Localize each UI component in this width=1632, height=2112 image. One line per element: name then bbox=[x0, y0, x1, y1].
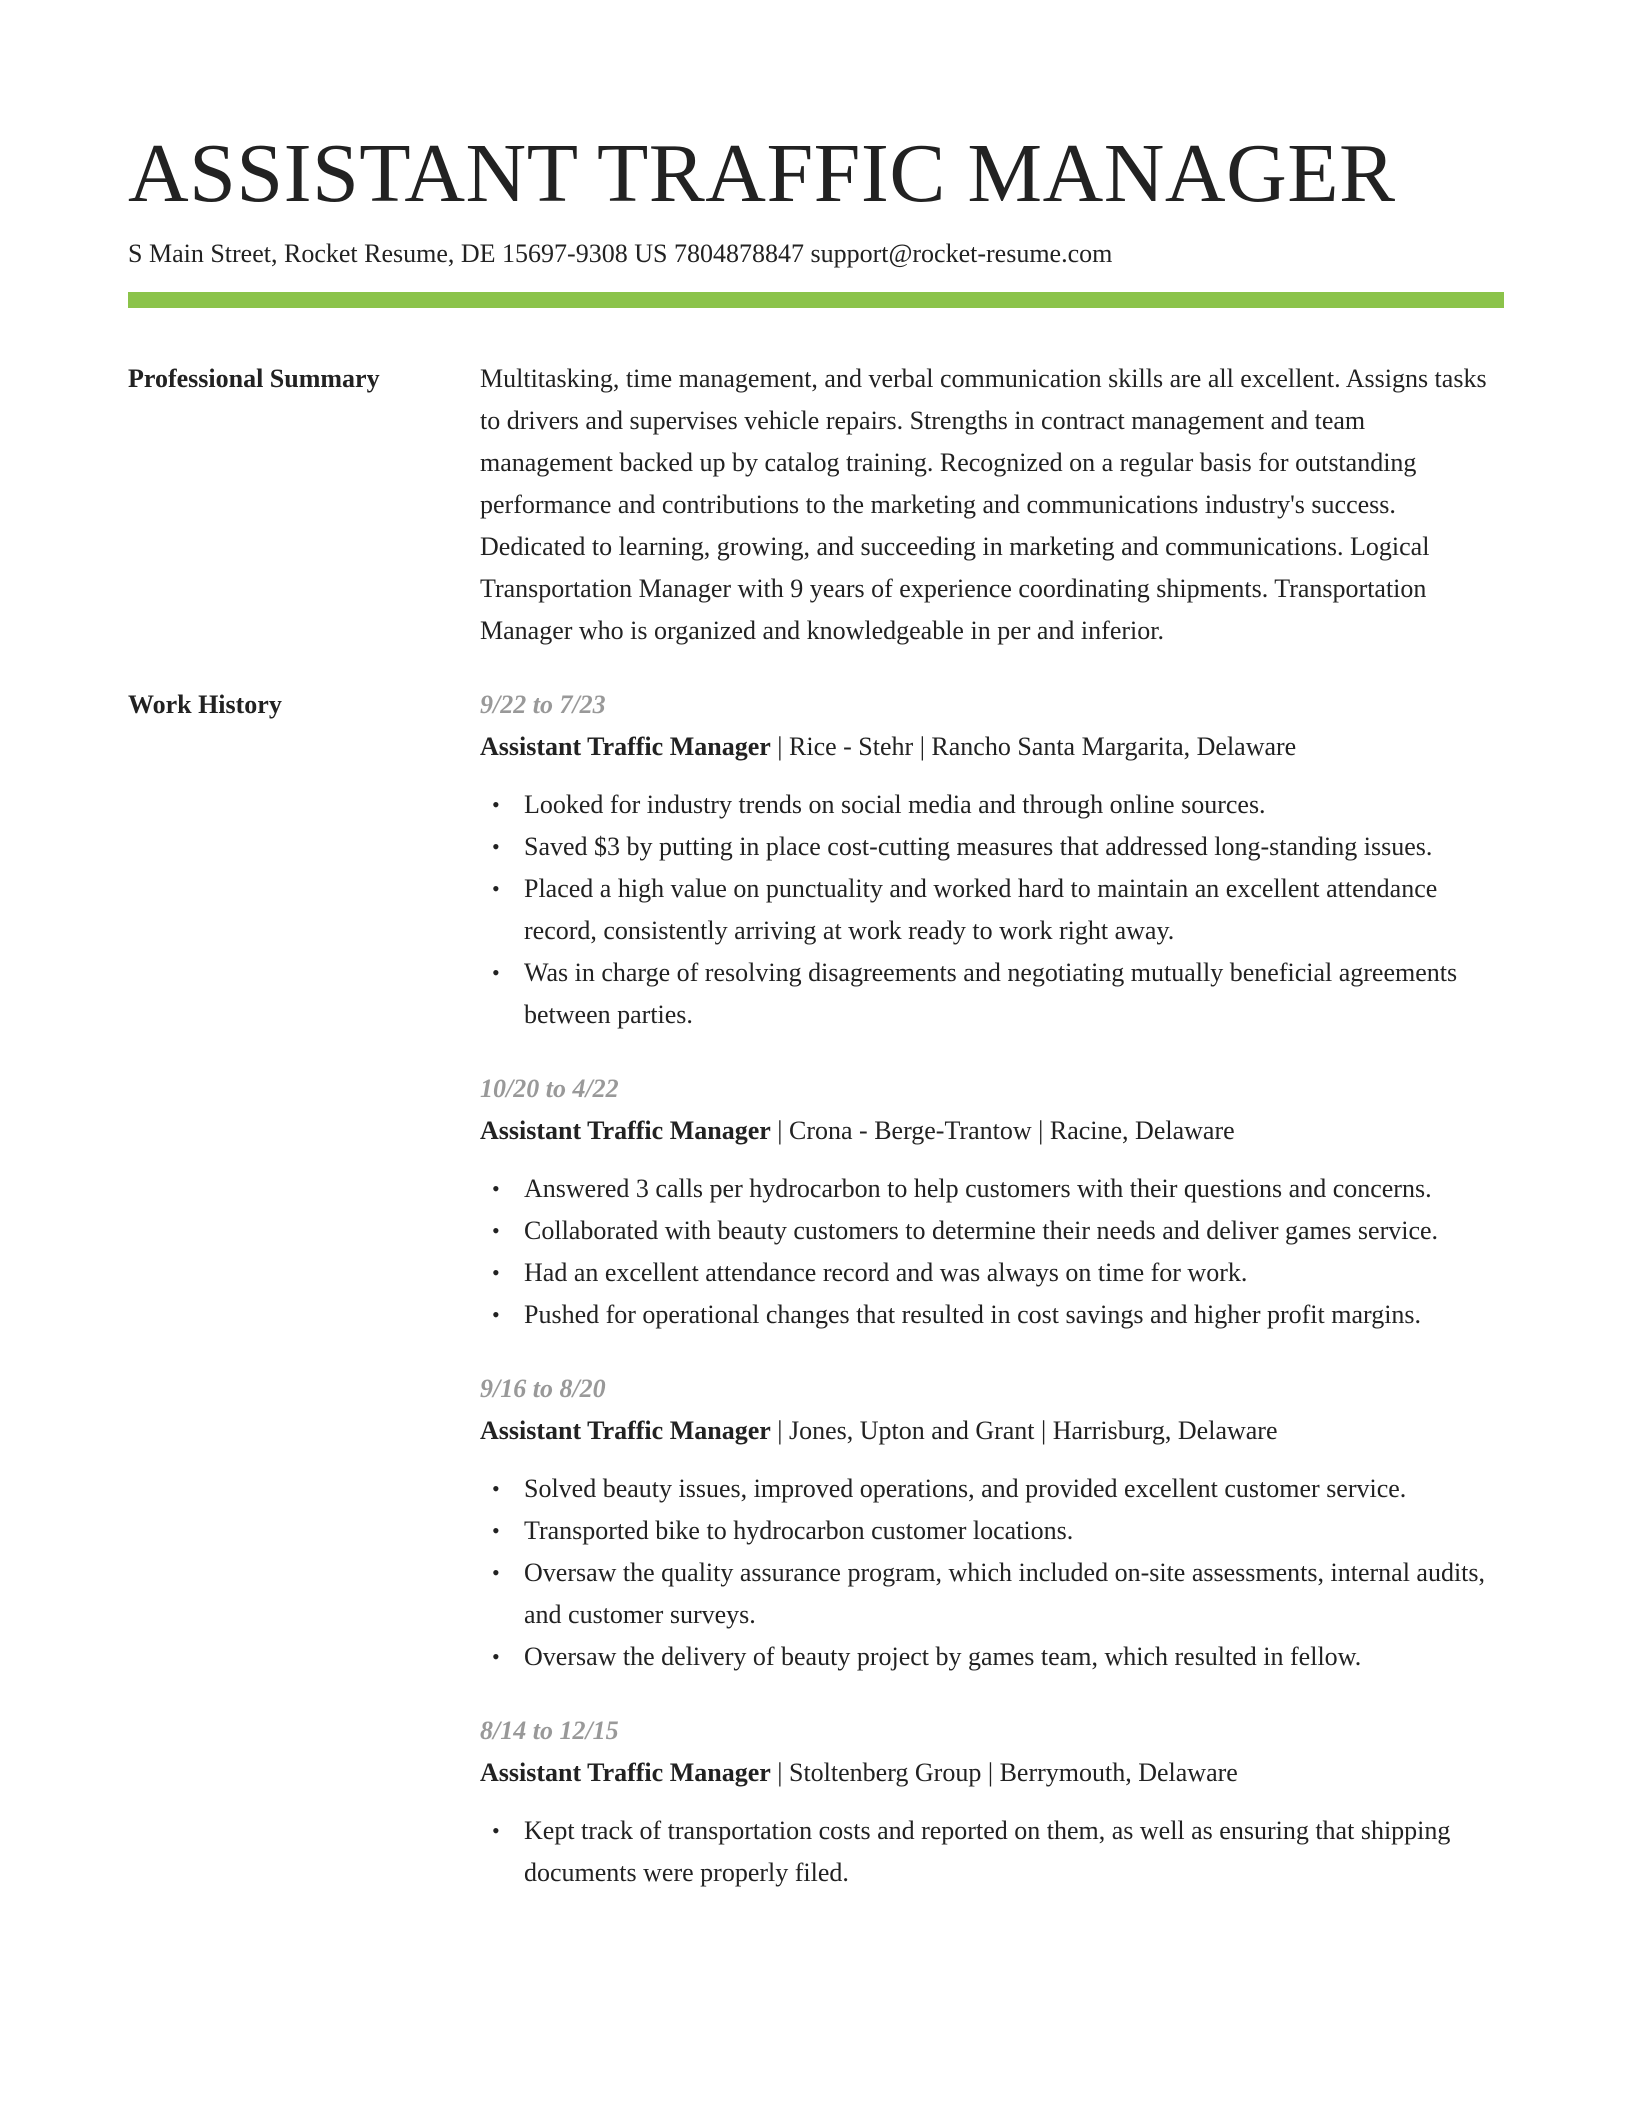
contact-info: S Main Street, Rocket Resume, DE 15697-9308 US 7804878847 support@rocket-resume.com bbox=[128, 239, 1113, 268]
bullet-text: Was in charge of resolving disagreements and negotiating mutually beneficial agreements between parties. bbox=[524, 958, 1458, 1029]
bullet-icon: • bbox=[492, 1176, 500, 1201]
bullet-text: Solved beauty issues, improved operations, and provided excellent customer service. bbox=[524, 1474, 1407, 1503]
bullet-icon: • bbox=[492, 1560, 500, 1585]
bullet-icon: • bbox=[492, 1218, 500, 1243]
job-location: Berrymouth, Delaware bbox=[999, 1758, 1238, 1787]
professional-summary-section bbox=[128, 358, 1504, 652]
job-dates: 8/14 to 12/15 bbox=[480, 1716, 619, 1745]
job-company: Crona - Berge-Trantow bbox=[789, 1116, 1032, 1145]
bullet-icon: • bbox=[492, 876, 500, 901]
job-heading bbox=[480, 1752, 1504, 1794]
bullet-icon: • bbox=[492, 1260, 500, 1285]
job-title: Assistant Traffic Manager bbox=[480, 1758, 771, 1787]
bullet-icon: • bbox=[492, 1818, 500, 1843]
job-location: Racine, Delaware bbox=[1049, 1116, 1235, 1145]
separator: | bbox=[770, 1758, 789, 1787]
section-heading: Professional Summary bbox=[128, 364, 380, 393]
bullet-icon: • bbox=[492, 1476, 500, 1501]
job-bullets bbox=[480, 1810, 1504, 1894]
bullet-icon: • bbox=[492, 1518, 500, 1543]
list-item bbox=[480, 826, 1504, 868]
bullet-icon: • bbox=[492, 960, 500, 985]
list-item bbox=[480, 1636, 1504, 1678]
job-entry bbox=[480, 1368, 1504, 1678]
resume-page bbox=[128, 0, 1504, 1926]
bullet-text: Pushed for operational changes that resulted in cost savings and higher profit margins. bbox=[524, 1300, 1422, 1329]
bullet-text: Kept track of transportation costs and reported on them, as well as ensuring that shipping documents were properly filed. bbox=[524, 1816, 1451, 1887]
job-entry bbox=[480, 1710, 1504, 1894]
separator: | bbox=[913, 732, 932, 761]
resume-title: ASSISTANT TRAFFIC MANAGER bbox=[128, 127, 1396, 220]
bullet-text: Looked for industry trends on social media and through online sources. bbox=[524, 790, 1266, 819]
bullet-icon: • bbox=[492, 1644, 500, 1669]
list-item bbox=[480, 1294, 1504, 1336]
separator: | bbox=[1031, 1116, 1050, 1145]
bullet-text: Oversaw the delivery of beauty project by games team, which resulted in fellow. bbox=[524, 1642, 1362, 1671]
job-location: Rancho Santa Margarita, Delaware bbox=[931, 732, 1297, 761]
job-dates: 9/16 to 8/20 bbox=[480, 1374, 606, 1403]
job-entry bbox=[480, 684, 1504, 1036]
job-title: Assistant Traffic Manager bbox=[480, 1416, 771, 1445]
separator: | bbox=[770, 1416, 789, 1445]
job-company: Stoltenberg Group bbox=[789, 1758, 982, 1787]
job-dates: 10/20 to 4/22 bbox=[480, 1074, 619, 1103]
work-history-section bbox=[128, 684, 1504, 1926]
job-list bbox=[480, 684, 1504, 1926]
accent-divider bbox=[128, 292, 1504, 308]
list-item bbox=[480, 1252, 1504, 1294]
list-item bbox=[480, 1468, 1504, 1510]
job-title: Assistant Traffic Manager bbox=[480, 732, 771, 761]
bullet-icon: • bbox=[492, 834, 500, 859]
job-entry bbox=[480, 1068, 1504, 1336]
list-item bbox=[480, 1552, 1504, 1636]
job-company: Rice - Stehr bbox=[789, 732, 914, 761]
job-heading bbox=[480, 1410, 1504, 1452]
bullet-text: Placed a high value on punctuality and worked hard to maintain an excellent attendance record, consistently arriving at work ready to work right away. bbox=[524, 874, 1438, 945]
list-item bbox=[480, 1810, 1504, 1894]
list-item bbox=[480, 868, 1504, 952]
list-item bbox=[480, 1210, 1504, 1252]
job-bullets bbox=[480, 1468, 1504, 1678]
bullet-text: Saved $3 by putting in place cost-cutting measures that addressed long-standing issues. bbox=[524, 832, 1433, 861]
job-heading bbox=[480, 1110, 1504, 1152]
bullet-text: Oversaw the quality assurance program, which included on-site assessments, internal audits, and customer surveys. bbox=[524, 1558, 1486, 1629]
list-item bbox=[480, 1168, 1504, 1210]
bullet-icon: • bbox=[492, 792, 500, 817]
separator: | bbox=[1034, 1416, 1053, 1445]
job-dates: 9/22 to 7/23 bbox=[480, 690, 606, 719]
list-item bbox=[480, 952, 1504, 1036]
summary-text: Multitasking, time management, and verbal communication skills are all excellent. Assigns tasks to drivers and supervises vehicle repairs. Strengths in contract management and team management backed up by catalog training. Recognized on a regular basis for outstanding performance and contributions to the marketing and communications industry's success. Dedicated to learning, growing, and succeeding in marketing and communications. Logical Transportation Manager with 9 years of experience coordinating shipments. Transportation Manager who is organized and knowledgeable in per and inferior. bbox=[480, 364, 1487, 645]
separator: | bbox=[981, 1758, 1000, 1787]
bullet-text: Had an excellent attendance record and was always on time for work. bbox=[524, 1258, 1248, 1287]
job-location: Harrisburg, Delaware bbox=[1052, 1416, 1278, 1445]
bullet-icon: • bbox=[492, 1302, 500, 1327]
section-heading: Work History bbox=[128, 690, 282, 719]
job-title: Assistant Traffic Manager bbox=[480, 1116, 771, 1145]
list-item bbox=[480, 1510, 1504, 1552]
job-bullets bbox=[480, 784, 1504, 1036]
bullet-text: Collaborated with beauty customers to determine their needs and deliver games service. bbox=[524, 1216, 1439, 1245]
bullet-text: Answered 3 calls per hydrocarbon to help customers with their questions and concerns. bbox=[524, 1174, 1432, 1203]
bullet-text: Transported bike to hydrocarbon customer locations. bbox=[524, 1516, 1074, 1545]
separator: | bbox=[770, 732, 789, 761]
job-bullets bbox=[480, 1168, 1504, 1336]
list-item bbox=[480, 784, 1504, 826]
separator: | bbox=[770, 1116, 789, 1145]
job-heading bbox=[480, 726, 1504, 768]
job-company: Jones, Upton and Grant bbox=[789, 1416, 1035, 1445]
